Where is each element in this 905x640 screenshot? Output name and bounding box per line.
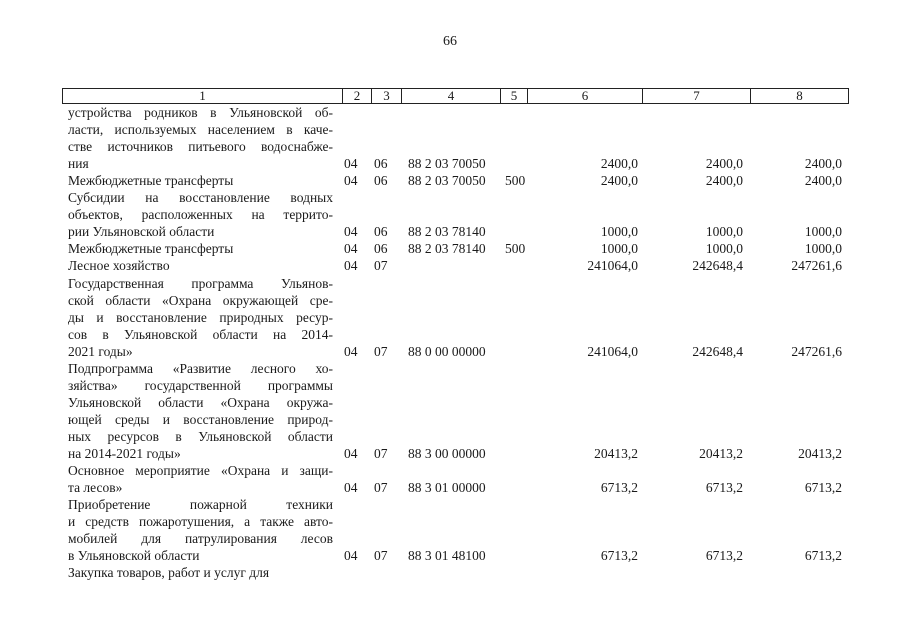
row-section-code: 04 — [344, 156, 358, 172]
row-value-col8: 1000,0 — [804, 224, 842, 240]
row-text-line: ды и восстановление природных ресур- — [68, 309, 333, 325]
row-text-line: рии Ульяновской области — [68, 224, 215, 240]
row-section-code: 04 — [344, 224, 358, 240]
row-target-code: 88 2 03 70050 — [408, 173, 486, 189]
row-section-code: 04 — [344, 241, 358, 257]
row-value-col6: 20413,2 — [594, 446, 638, 461]
row-text-line: Межбюджетные трансферты — [68, 173, 234, 189]
header-col-5: 5 — [500, 89, 527, 103]
row-text-line: Закупка товаров, работ и услуг для — [68, 565, 270, 581]
header-col-2: 2 — [342, 89, 371, 103]
row-value-col8: 247261,6 — [791, 343, 842, 359]
row-text-line: стве источников питьевого водоснабже- — [68, 139, 333, 155]
row-value-col7: 242648,4 — [692, 343, 743, 359]
row-text-line: ния — [68, 156, 89, 172]
row-value-col7: 2400,0 — [705, 173, 743, 189]
row-section-code: 04 — [344, 343, 358, 359]
row-text-line: устройства родников в Ульяновской об- — [68, 105, 333, 120]
row-value-col7: 1000,0 — [705, 224, 743, 240]
table-header — [62, 88, 849, 104]
row-section-code: 04 — [344, 446, 358, 461]
row-subsection-code: 06 — [374, 173, 388, 189]
row-text-line: Государственная программа Ульянов- — [68, 275, 333, 291]
row-text-line: зяйства» государственной программы — [68, 377, 333, 393]
header-col-6: 6 — [527, 89, 642, 103]
row-value-col6: 2400,0 — [600, 173, 638, 189]
row-value-col6: 1000,0 — [600, 241, 638, 257]
row-text-line: Основное мероприятие «Охрана и защи- — [68, 463, 333, 479]
row-value-col8: 6713,2 — [804, 480, 842, 496]
row-value-col6: 241064,0 — [587, 343, 638, 359]
header-col-8: 8 — [750, 89, 848, 103]
row-subsection-code: 06 — [374, 241, 388, 257]
row-target-code: 88 3 01 48100 — [408, 548, 486, 564]
row-value-col7: 2400,0 — [705, 156, 743, 172]
row-value-col7: 242648,4 — [692, 258, 743, 274]
row-text-line: сов в Ульяновской области на 2014- — [68, 326, 333, 342]
row-target-code: 88 2 03 70050 — [408, 156, 486, 172]
row-text-line: ласти, используемых населением в каче- — [68, 122, 333, 138]
row-value-col8: 247261,6 — [791, 258, 842, 274]
row-value-col7: 6713,2 — [705, 480, 743, 496]
row-text-line: та лесов» — [68, 480, 123, 496]
header-col-4: 4 — [401, 89, 500, 103]
row-target-code: 88 3 00 00000 — [408, 446, 486, 461]
row-text-line: на 2014-2021 годы» — [68, 446, 181, 461]
row-subsection-code: 06 — [374, 224, 388, 240]
row-text-line: 2021 годы» — [68, 343, 133, 359]
row-value-col8: 6713,2 — [804, 548, 842, 564]
row-section-code: 04 — [344, 480, 358, 496]
row-value-col6: 1000,0 — [600, 224, 638, 240]
row-subsection-code: 07 — [374, 446, 388, 461]
row-section-code: 04 — [344, 548, 358, 564]
row-text-line: Приобретение пожарной техники — [68, 497, 333, 513]
row-value-col6: 2400,0 — [600, 156, 638, 172]
row-text-line: Подпрограмма «Развитие лесного хо- — [68, 360, 333, 376]
row-value-col6: 241064,0 — [587, 258, 638, 274]
row-expense-type: 500 — [505, 173, 526, 189]
row-text-line: Субсидии на восстановление водных — [68, 190, 333, 206]
row-subsection-code: 06 — [374, 156, 388, 172]
row-text-line: и средств пожаротушения, а также авто- — [68, 514, 333, 530]
row-subsection-code: 07 — [374, 343, 388, 359]
row-value-col6: 6713,2 — [600, 548, 638, 564]
row-section-code: 04 — [344, 258, 358, 274]
row-target-code: 88 3 01 00000 — [408, 480, 486, 496]
row-value-col8: 1000,0 — [804, 241, 842, 257]
row-target-code: 88 2 03 78140 — [408, 224, 486, 240]
row-subsection-code: 07 — [374, 480, 388, 496]
row-subsection-code: 07 — [374, 548, 388, 564]
page-number: 66 — [443, 34, 457, 49]
row-text-line: в Ульяновской области — [68, 548, 200, 564]
row-value-col8: 2400,0 — [804, 173, 842, 189]
row-text-line: Ульяновской области «Охрана окружа- — [68, 394, 333, 410]
row-value-col7: 1000,0 — [705, 241, 743, 257]
row-text-line: ющей среды и восстановление природ- — [68, 411, 333, 427]
row-value-col6: 6713,2 — [600, 480, 638, 496]
header-col-1: 1 — [199, 88, 206, 103]
row-value-col7: 6713,2 — [705, 548, 743, 564]
header-col-7: 7 — [642, 89, 750, 103]
row-section-code: 04 — [344, 173, 358, 189]
row-value-col7: 20413,2 — [699, 446, 743, 461]
row-text-line: Межбюджетные трансферты — [68, 241, 234, 257]
row-target-code: 88 2 03 78140 — [408, 241, 486, 257]
header-col-3: 3 — [371, 89, 401, 103]
row-text-line: мобилей для патрулирования лесов — [68, 531, 333, 547]
row-value-col8: 2400,0 — [804, 156, 842, 172]
row-text-line: ных ресурсов в Ульяновской области — [68, 428, 333, 444]
row-subsection-code: 07 — [374, 258, 388, 274]
row-text-line: ской области «Охрана окружающей сре- — [68, 292, 333, 308]
row-target-code: 88 0 00 00000 — [408, 343, 486, 359]
row-text-line: объектов, расположенных на террито- — [68, 207, 333, 223]
row-value-col8: 20413,2 — [798, 446, 842, 461]
row-text-line: Лесное хозяйство — [68, 258, 170, 274]
row-expense-type: 500 — [505, 241, 526, 257]
